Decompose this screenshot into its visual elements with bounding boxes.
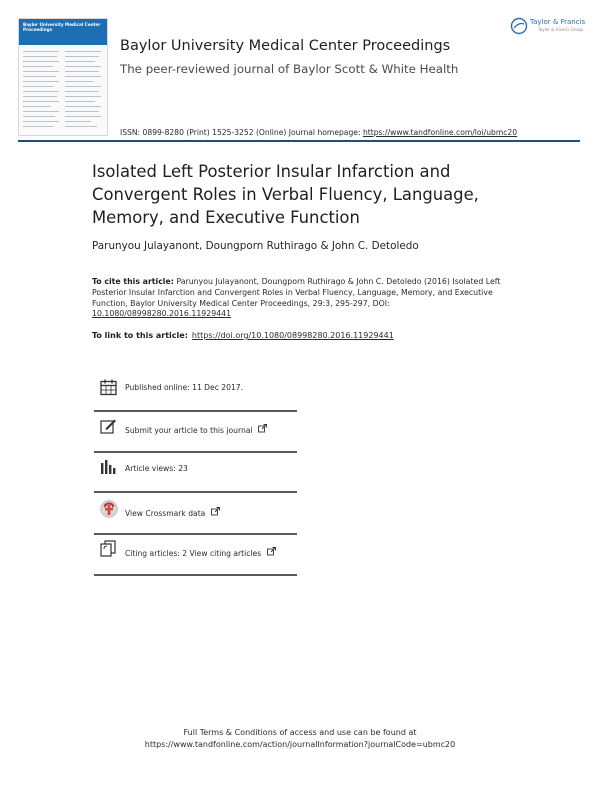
info-divider xyxy=(94,574,297,576)
article-authors: Parunyou Julayanont, Doungporn Ruthirago & John C. Detoledo xyxy=(92,240,419,252)
cite-label: To cite this article: xyxy=(92,277,174,286)
journal-homepage-link[interactable]: https://www.tandfonline.com/loi/ubmc20 xyxy=(362,128,518,137)
article-views-text: Article views: 23 xyxy=(125,464,188,473)
doi-link[interactable]: 10.1080/08998280.2016.11929441 xyxy=(92,309,232,319)
submit-article-link[interactable] xyxy=(125,424,267,435)
citation-block xyxy=(92,277,512,320)
citing-articles-link[interactable] xyxy=(125,547,276,558)
publisher-logo-tagline: Taylor & Francis Group xyxy=(538,27,583,32)
info-divider xyxy=(94,451,297,453)
header-divider xyxy=(18,140,580,142)
citing-articles-text: Citing articles: 2 View citing articles xyxy=(125,549,262,558)
publisher-logo-icon xyxy=(510,17,528,35)
journal-subtitle: The peer-reviewed journal of Baylor Scott & White Health xyxy=(120,62,459,76)
crossmark-text: View Crossmark data xyxy=(125,509,206,518)
journal-title: Baylor University Medical Center Proceedings xyxy=(120,38,451,54)
info-divider xyxy=(94,491,297,493)
citing-articles-icon xyxy=(100,540,117,557)
issn-line xyxy=(120,128,517,137)
info-item-citing[interactable] xyxy=(100,540,298,560)
info-divider xyxy=(94,410,297,412)
info-item-crossmark[interactable] xyxy=(100,500,298,520)
external-link-icon xyxy=(258,424,267,433)
issn-text: ISSN: 0899-8280 (Print) 1525-3252 (Online) Journal homepage: xyxy=(120,128,363,137)
published-online-text: Published online: 11 Dec 2017. xyxy=(125,383,244,392)
submit-article-text: Submit your article to this journal xyxy=(125,426,253,435)
bar-chart-icon xyxy=(100,458,117,475)
info-item-published xyxy=(100,379,298,399)
terms-text: Full Terms & Conditions of access and use can be found at xyxy=(183,728,417,737)
calendar-icon xyxy=(100,379,117,396)
crossmark-link[interactable] xyxy=(125,507,220,518)
terms-url[interactable]: https://www.tandfonline.com/action/journalInformation?journalCode=ubmc20 xyxy=(144,740,456,749)
cover-journal-name: Baylor University Medical Center Proceedings xyxy=(23,22,101,32)
external-link-icon xyxy=(211,507,220,516)
external-link-icon xyxy=(267,547,276,556)
article-doi-url[interactable]: https://doi.org/10.1080/08998280.2016.11929441 xyxy=(191,331,394,340)
cite-text: Parunyou Julayanont, Doungporn Ruthirago & John C. Detoledo (2016) Isolated Left Posterior Insular Infarction and Convergent Roles in Verbal Fluency, Language, Memory, and Executive Function, Baylor University Medical Center Proceedings, 29:3, 295-297, DOI: xyxy=(92,277,501,308)
journal-cover-thumbnail xyxy=(18,18,108,136)
publisher-logo[interactable] xyxy=(510,17,590,39)
edit-icon xyxy=(100,418,117,435)
link-label: To link to this article: xyxy=(92,331,188,340)
terms-footer xyxy=(0,727,600,751)
publisher-logo-name: Taylor & Francis xyxy=(530,18,586,26)
info-divider xyxy=(94,533,297,535)
crossmark-icon xyxy=(100,500,118,518)
article-title: Isolated Left Posterior Insular Infarction and Convergent Roles in Verbal Fluency, Language, Memory, and Executive Function xyxy=(92,162,479,227)
info-item-views xyxy=(100,458,298,478)
article-link-row xyxy=(92,331,394,340)
info-item-submit[interactable] xyxy=(100,418,298,438)
